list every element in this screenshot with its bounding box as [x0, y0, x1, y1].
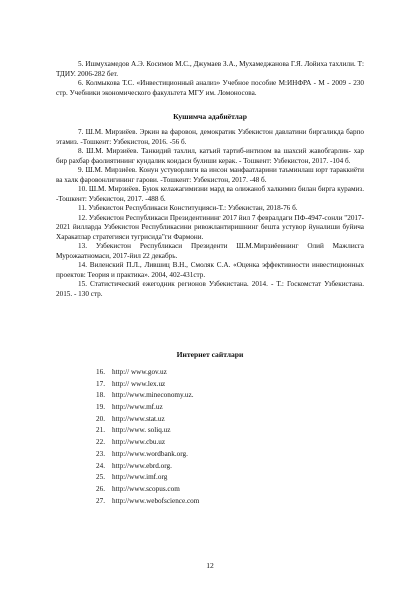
- reference-10: 10. Ш.М. Мирзиёев. Буюк келажагимизни мард ва олижаноб халкимиз билан бирга курамиз. -Тошкент: Узбекистон, 2017. -488 б.: [56, 185, 364, 203]
- link-url[interactable]: http://www.stat.uz: [112, 414, 165, 423]
- link-item: 27. http://www.webofscience.com: [96, 496, 200, 505]
- reference-5: 5. Ишмухамедов А.Э. Косимов М.С., Джумаев З.А., Мухамеджанова Г.Я. Лойиха тахлили. Т: ТДИУ. 2006-282 бет.: [56, 60, 364, 78]
- internet-links-list: [96, 368, 336, 508]
- link-item: 23. http://www.wordbank.org.: [96, 449, 188, 458]
- reference-12: 12. Узбекистон Республикаси Президентининг 2017 йил 7 февралдаги ПФ-4947-сонли "2017-2021 йилларда Узбекистон Республикасини ривожлантиришнинг бешта устувор йуналиши буйича Харакатлар стратегияси тугрисида"ги Фармони.: [56, 213, 364, 241]
- reference-9: 9. Ш.М. Мирзиёев. Конун устуворлиги ва инсон манфаатларини таъминлаш юрт тараккиёти ва халк фаровонлигининг гарови. -Тошкент: Узбекистон, 2017. -48 б.: [56, 166, 364, 184]
- link-item: 22. http://www.cbu.uz: [96, 438, 166, 447]
- link-url[interactable]: http://www.wordbank.org.: [112, 449, 188, 458]
- link-item: 18. http://www.mineconomy.uz.: [96, 391, 194, 400]
- heading-internet-sites: Интернет сайтлари: [176, 350, 244, 359]
- reference-7: 7. Ш.М. Мирзиёев. Эркин ва фаровон, демократик Узбекистон давлатини биргаликда барпо этамиз. -Тошкент: Узбекистон, 2016. -56 б.: [56, 128, 364, 146]
- reference-15: 15. Статистический ежегодник регионов Узбекистана. 2014. - Т.: Госкомстат Узбекистана. 2015. - 130 стр.: [56, 280, 364, 298]
- link-item: 25. http://www.imf.org: [96, 473, 168, 482]
- link-item: 17. http:// www.lex.uz: [96, 379, 166, 388]
- link-item: 26. http://www.scopus.com: [96, 484, 180, 493]
- link-url[interactable]: http:// www.lex.uz: [112, 379, 166, 388]
- reference-6: 6. Колмыкова Т.С. «Инвестиционный анализ» Учебное пособие М:ИНФРА - М - 2009 - 230 стр. Учебники экономического факультета МГУ им. Ломоносова.: [56, 79, 364, 97]
- link-item: 16. http:// www.gov.uz: [96, 368, 167, 376]
- reference-14: 14. Виленский П.Л., Лившиц В.Н., Смоляк С.А. «Оценка эффективности инвестиционных проектов: Теория и практика». 2004, 402-431стр.: [56, 261, 364, 279]
- link-url[interactable]: http://www.webofscience.com: [112, 496, 200, 505]
- link-item: 21. http://www. soliq.uz: [96, 426, 171, 435]
- link-item: 20. http://www.stat.uz: [96, 414, 165, 423]
- link-url[interactable]: http://www.mf.uz: [112, 403, 163, 412]
- link-item: 24. http://www.ebrd.org.: [96, 461, 172, 470]
- link-url[interactable]: http://www.cbu.uz: [112, 438, 166, 447]
- link-url[interactable]: http://www.ebrd.org.: [112, 461, 172, 470]
- main-references-continued: [56, 60, 364, 98]
- link-url[interactable]: http://www.scopus.com: [112, 484, 180, 493]
- link-url[interactable]: http://www.mineconomy.uz.: [112, 391, 194, 400]
- page-number: 12: [206, 561, 214, 570]
- link-url[interactable]: http://www. soliq.uz: [112, 426, 171, 435]
- reference-13: 13. Узбекистон Республикаси Президенти Ш.М.Мирзиёевнинг Олий Мажлисга Мурожаатномаси, 2017-йил 22 декабрь.: [56, 242, 364, 260]
- reference-11: 11. Узбекистон Республикаси Конституцияси-Т.: Узбекистан, 2018-76 б.: [78, 204, 298, 212]
- link-url[interactable]: http:// www.gov.uz: [112, 368, 167, 376]
- reference-8: 8. Ш.М. Мирзиёев. Танкидий тахлил, катъий тартиб-интизом ва шахсий жавобгарлик- хар бир рахбар фаолиятининг кундалик коидаси булиши керак. - Тошкент: Узбекистон, 2017. -104 б.: [56, 147, 364, 165]
- additional-references: [56, 128, 364, 299]
- link-url[interactable]: http://www.imf.org: [112, 473, 168, 482]
- link-item: 19. http://www.mf.uz: [96, 403, 163, 412]
- heading-additional-literature: Кушимча адабиётлар: [173, 112, 247, 121]
